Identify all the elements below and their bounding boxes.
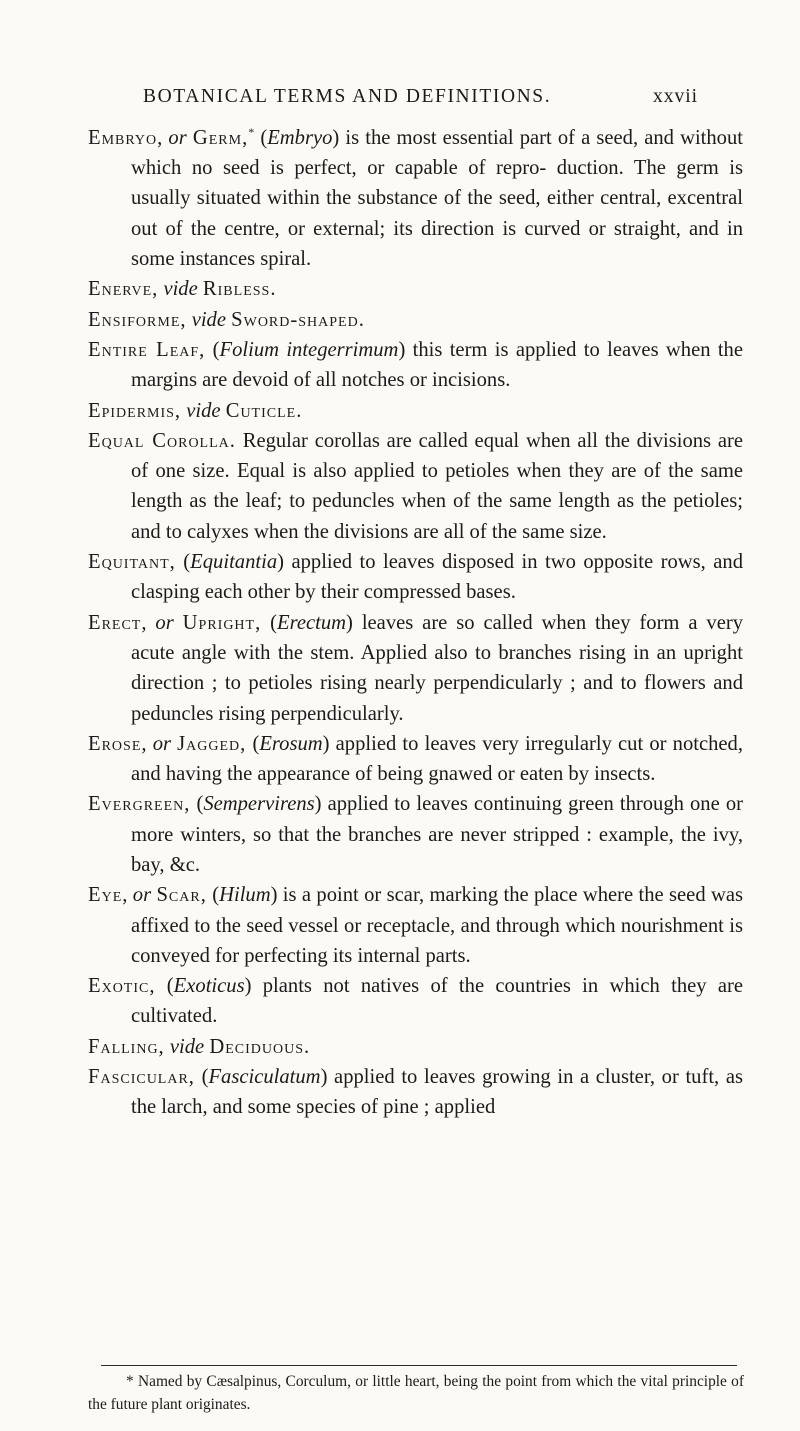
footnote-mark: * bbox=[126, 1373, 134, 1390]
entry-see: vide bbox=[163, 278, 198, 301]
entry-term: Equitant, bbox=[88, 551, 176, 574]
footnote-mark: * bbox=[248, 125, 255, 139]
entry-definition: applied to leaves disposed in two opposite rows, and clasping each other by their compressed bases. bbox=[131, 551, 744, 604]
entry-definition: applied to leaves very irregularly cut or notched, and having the appearance of being gnawed or eaten by insects. bbox=[131, 732, 743, 786]
entry-alt-term: Scar, bbox=[156, 884, 207, 907]
entry-see: vide bbox=[169, 1035, 205, 1058]
entry-term: Entire Leaf, bbox=[88, 338, 206, 361]
entry-definition: applied to leaves growing in a cluster, or tuft, as the larch, and some species of pine ; applied bbox=[131, 1066, 743, 1119]
entry-definition: is the most essential part of a seed, and without which no seed is perfect, or capable of repro- duction. The germ is usually situated within the substance of the seed, either central, excentral out of the centre, or external; its direction is curved or straight, and in some instances spiral. bbox=[131, 126, 743, 271]
entry-latin: Fasciculatum bbox=[208, 1066, 321, 1089]
entry-equal-corolla bbox=[88, 426, 743, 547]
entry-term: Eye bbox=[88, 884, 123, 907]
entry-entire-leaf: Entire Leaf, (Folium integerrimum) this term is applied to leaves when the margins are devoid of all notches or incisions. bbox=[88, 338, 743, 392]
entry-erect: Erect, or Upright, (Erectum) leaves are so called when they form a very acute angle with the stem. Applied also to branches rising in an upright direction ; to petioles rising nearly perpendicularly ; and to flowers and peduncles rising perpendicularly. bbox=[88, 611, 744, 725]
entry-term: Erose bbox=[88, 732, 142, 755]
entry-latin: Erectum bbox=[277, 611, 347, 634]
entry-exotic: Exotic, (Exoticus) plants not natives of the countries in which they are cultivated. bbox=[88, 975, 743, 1028]
entry-ref: Cuticle. bbox=[225, 399, 303, 422]
alt-conj: or bbox=[132, 884, 152, 907]
entry-latin: Equitantia bbox=[190, 551, 278, 574]
entry-latin: Folium integerrimum bbox=[219, 338, 399, 361]
alt-conj: or bbox=[168, 126, 187, 149]
entry-ensiforme bbox=[88, 305, 743, 335]
entry-falling bbox=[88, 1032, 743, 1062]
entry-term: Falling, bbox=[88, 1035, 165, 1058]
entry-ref: Ribless. bbox=[202, 278, 277, 301]
entry-term: Embryo bbox=[88, 126, 158, 149]
entry-epidermis bbox=[88, 396, 743, 426]
running-title: BOTANICAL TERMS AND DEFINITIONS. bbox=[143, 86, 552, 107]
entry-definition: plants not natives of the countries in which they are cultivated. bbox=[131, 975, 743, 1028]
entry-term: Equal Corolla. bbox=[88, 429, 236, 452]
entry-latin: Embryo bbox=[267, 126, 333, 149]
footnote-text: Named by Cæsalpinus, Corculum, or little heart, being the point from which the vital principle of the future plant originates. bbox=[88, 1373, 744, 1413]
entry-definition: is a point or scar, marking the place where the seed was affixed to the seed vessel or receptacle, and through which nourishment is conveyed for perfecting its internal parts. bbox=[131, 884, 744, 967]
entry-enerve bbox=[88, 274, 743, 304]
alt-conj: or bbox=[152, 732, 171, 755]
entry-see: vide bbox=[191, 308, 226, 331]
entry-alt-term: Germ, bbox=[192, 126, 249, 149]
entry-see: vide bbox=[186, 399, 221, 422]
entry-eye: Eye, or Scar, (Hilum) is a point or scar, marking the place where the seed was affixed to the seed vessel or receptacle, and through which nourishment is conveyed for perfecting its internal parts. bbox=[88, 884, 744, 967]
entry-erose: Erose, or Jagged, (Erosum) applied to leaves very irregularly cut or notched, and having the appearance of being gnawed or eaten by insects. bbox=[88, 732, 743, 786]
entry-definition: applied to leaves continuing green through one or more winters, so that the branches are never stripped : example, the ivy, bay, &c. bbox=[131, 793, 743, 876]
footnote-divider bbox=[101, 1365, 737, 1366]
entry-definition: this term is applied to leaves when the margins are devoid of all notches or incisions. bbox=[131, 338, 743, 392]
entry-fascicular: Fascicular, (Fasciculatum) applied to leaves growing in a cluster, or tuft, as the larch, and some species of pine ; applied bbox=[88, 1066, 743, 1119]
entry-definition: leaves are so called when they form a very acute angle with the stem. Applied also to branches rising in an upright direction ; to petioles rising nearly perpendicularly ; and to flowers and peduncles rising perpendicularly. bbox=[131, 611, 744, 725]
entry-definition: Regular corollas are called equal when all the divisions are of one size. Equal is also applied to petioles when they are of the same length as the leaf; to peduncles when of the same length as the petioles; and to calyxes when the divisions are all of the same size. bbox=[131, 429, 743, 543]
running-head bbox=[0, 86, 800, 114]
alt-conj: or bbox=[155, 611, 174, 634]
entry-term: Fascicular, bbox=[88, 1066, 195, 1089]
entry-latin: Sempervirens bbox=[203, 793, 315, 816]
entry-term: Exotic, bbox=[88, 975, 156, 998]
entry-latin: Hilum bbox=[219, 884, 271, 907]
page-number: xxvii bbox=[653, 86, 699, 107]
entry-ref: Sword-shaped. bbox=[231, 308, 365, 331]
entry-embryo: Embryo, or Germ,* (Embryo) is the most essential part of a seed, and without which no seed is perfect, or capable of repro- duction. The germ is usually situated within the substance of the seed, either central, excentral out of the centre, or external; its direction is curved or straight, and in some instances spiral. bbox=[88, 125, 743, 271]
entry-evergreen: Evergreen, (Sempervirens) applied to leaves continuing green through one or more winters, so that the branches are never stripped : example, the ivy, bay, &c. bbox=[88, 793, 743, 876]
entry-alt-term: Jagged, bbox=[177, 732, 247, 755]
entry-term: Epidermis, bbox=[88, 399, 182, 422]
glossary-entries bbox=[88, 117, 743, 1123]
entry-latin: Exoticus bbox=[173, 975, 245, 998]
entry-ref: Deciduous. bbox=[209, 1035, 311, 1058]
entry-latin: Erosum bbox=[259, 732, 323, 755]
entry-term: Erect bbox=[88, 611, 142, 634]
entry-term: Enerve, bbox=[88, 278, 159, 301]
entry-alt-term: Upright, bbox=[182, 611, 262, 634]
entry-equitant: Equitant, (Equitantia) applied to leaves disposed in two opposite rows, and clasping each other by their compressed bases. bbox=[88, 551, 744, 604]
entry-term: Evergreen, bbox=[88, 793, 191, 816]
footnote bbox=[88, 1370, 744, 1416]
entry-term: Ensiforme, bbox=[88, 308, 187, 331]
